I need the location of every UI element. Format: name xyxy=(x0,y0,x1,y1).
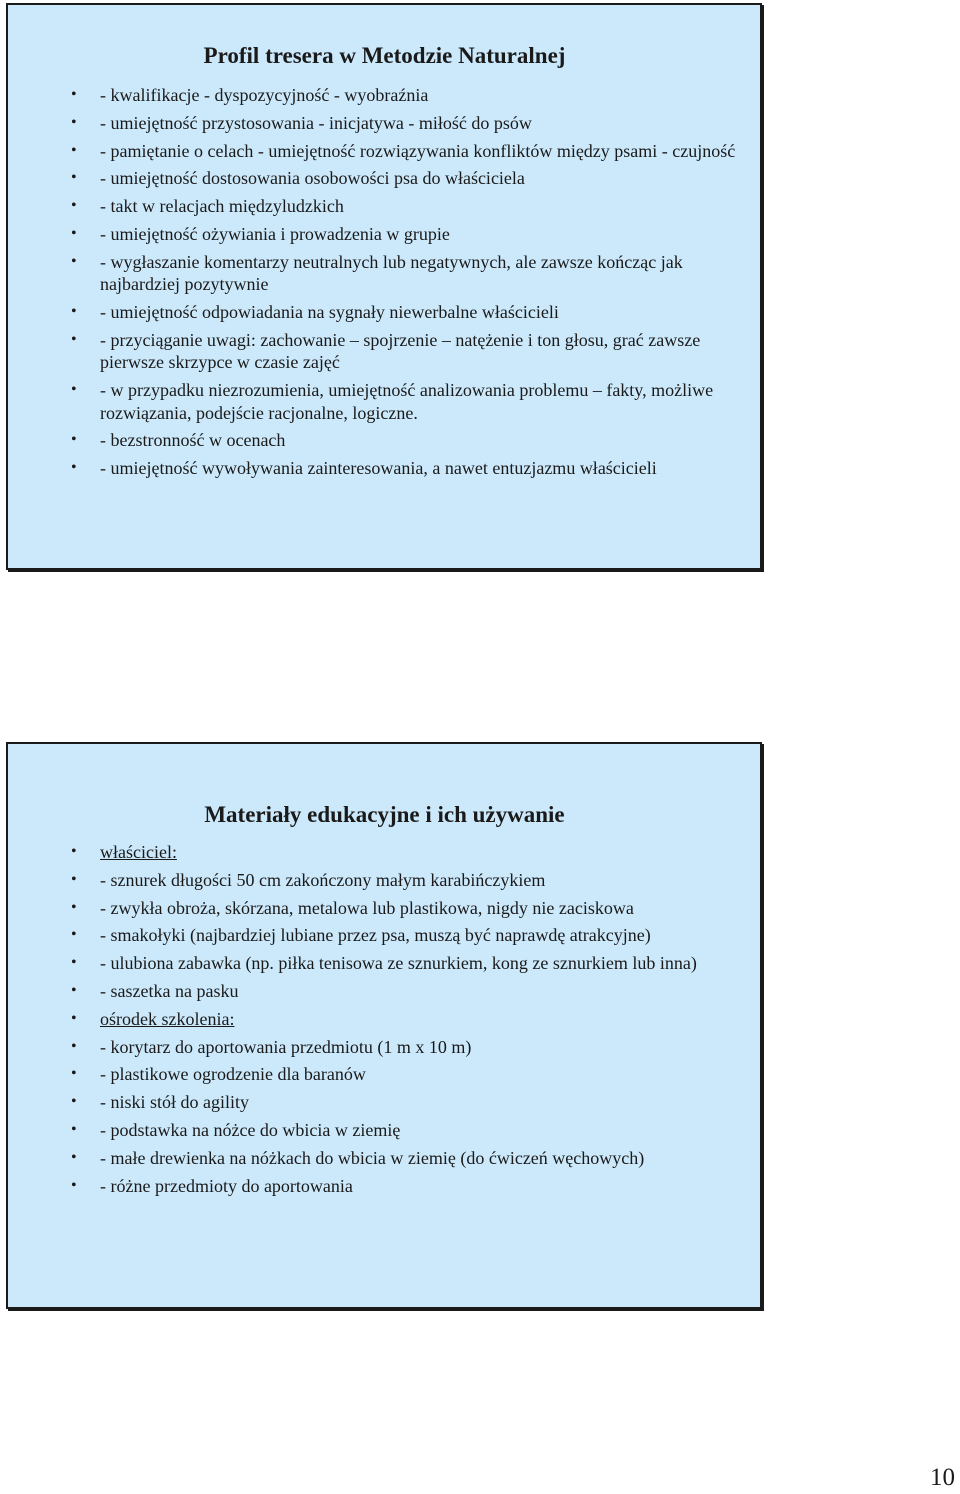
list-item: • - takt w relacjach międzyludzkich xyxy=(8,195,746,218)
slide-trainer-profile xyxy=(6,3,762,570)
list-item: • - kwalifikacje - dyspozycyjność - wyobraźnia xyxy=(8,84,746,107)
list-item: • - saszetka na pasku xyxy=(8,980,746,1003)
slide-educational-materials xyxy=(6,742,762,1309)
list-item: • - umiejętność ożywiania i prowadzenia w grupie xyxy=(8,223,746,246)
list-item: • - pamiętanie o celach - umiejętność rozwiązywania konfliktów między psami - czujność xyxy=(8,140,746,163)
list-item: • - przyciąganie uwagi: zachowanie – spojrzenie – natężenie i ton głosu, grać zawsze pierwsze skrzypce w czasie zajęć xyxy=(8,329,746,374)
bullet-list xyxy=(8,84,746,485)
list-item: • - ulubiona zabawka (np. piłka tenisowa ze sznurkiem, kong ze sznurkiem lub inna) xyxy=(8,952,746,975)
list-item: • - sznurek długości 50 cm zakończony małym karabińczykiem xyxy=(8,869,746,892)
list-item: • - różne przedmioty do aportowania xyxy=(8,1175,746,1198)
list-item: • - smakołyki (najbardziej lubiane przez psa, muszą być naprawdę atrakcyjne) xyxy=(8,924,746,947)
list-item: • - umiejętność wywoływania zainteresowania, a nawet entuzjazmu właścicieli xyxy=(8,457,746,480)
list-item: • - bezstronność w ocenach xyxy=(8,429,746,452)
slide-title: Materiały edukacyjne i ich używanie xyxy=(204,802,565,827)
list-item: • - plastikowe ogrodzenie dla baranów xyxy=(8,1063,746,1086)
list-item: • - umiejętność dostosowania osobowości psa do właściciela xyxy=(8,167,746,190)
list-item: • - wygłaszanie komentarzy neutralnych lub negatywnych, ale zawsze kończąc jak najbardziej pozytywnie xyxy=(8,251,746,296)
section-label-owner: właściciel: xyxy=(100,842,177,862)
list-item: • - podstawka na nóżce do wbicia w ziemię xyxy=(8,1119,746,1142)
list-item-owner-heading xyxy=(8,841,746,864)
list-item: • - umiejętność przystosowania - inicjatywa - miłość do psów xyxy=(8,112,746,135)
list-item: • - zwykła obroża, skórzana, metalowa lub plastikowa, nigdy nie zaciskowa xyxy=(8,897,746,920)
list-item: • - umiejętność odpowiadania na sygnały niewerbalne właścicieli xyxy=(8,301,746,324)
page-number: 10 xyxy=(930,1464,955,1491)
list-item: • - małe drewienka na nóżkach do wbicia w ziemię (do ćwiczeń węchowych) xyxy=(8,1147,746,1170)
list-item: • - niski stół do agility xyxy=(8,1091,746,1114)
slide-title: Profil tresera w Metodzie Naturalnej xyxy=(203,43,566,68)
list-item: • - w przypadku niezrozumienia, umiejętność analizowania problemu – fakty, możliwe rozwiązania, podejście racjonalne, logiczne. xyxy=(8,379,746,424)
list-item-center-heading xyxy=(8,1008,746,1031)
section-label-training-center: ośrodek szkolenia: xyxy=(100,1008,235,1029)
list-item: • - korytarz do aportowania przedmiotu (1 m x 10 m) xyxy=(8,1036,746,1059)
bullet-list xyxy=(8,841,746,1202)
